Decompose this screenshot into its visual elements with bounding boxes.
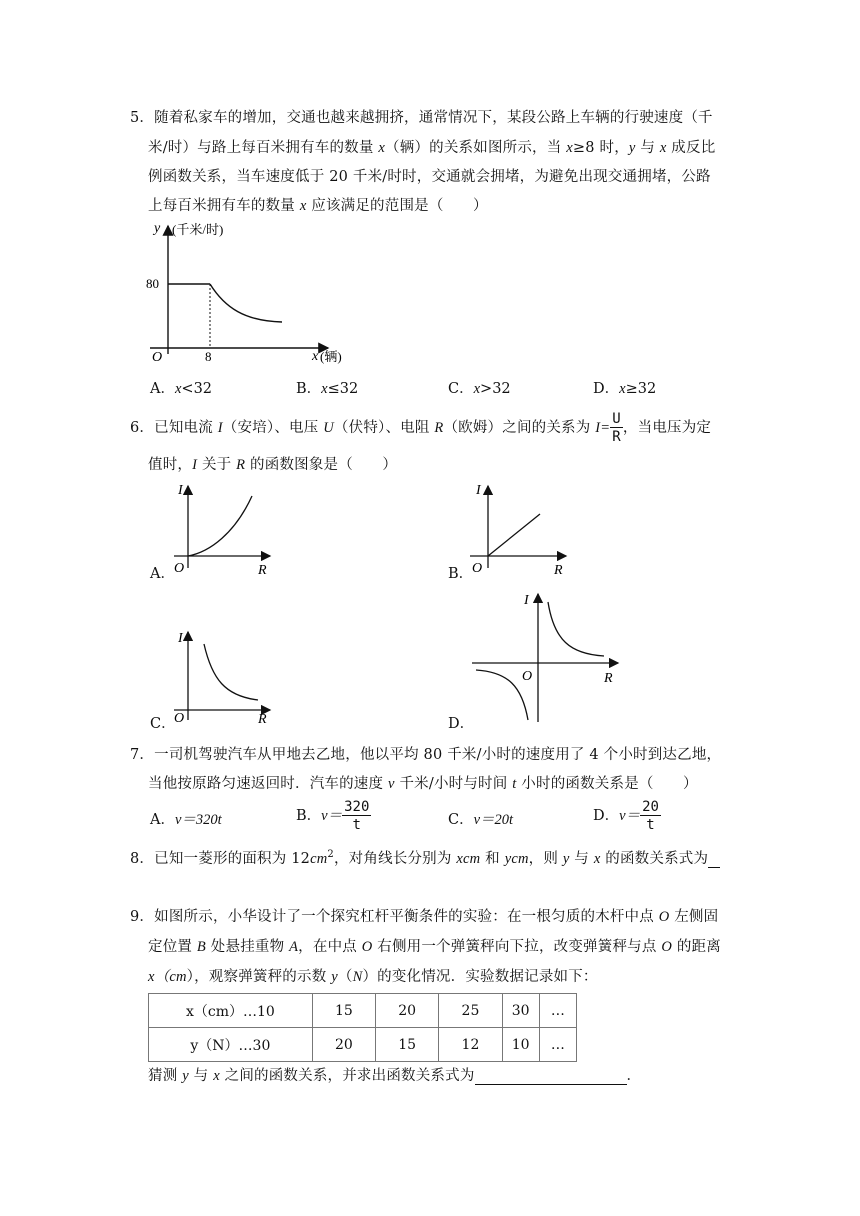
q7-line-2: 当他按原路匀速返回时．汽车的速度 v 千米/小时与时间 t 小时的函数关系是（ ） [148, 776, 698, 792]
svg-text:R: R [258, 712, 267, 724]
q6-a-curve [188, 496, 252, 556]
q5-option-a[interactable]: A．x<32 [150, 381, 213, 397]
q7-option-b[interactable]: B．v＝ $\frac{320}{t}$ [296, 799, 370, 833]
svg-text:I: I [524, 593, 529, 608]
q8-number: 8． [130, 851, 155, 867]
q9-data-table [148, 993, 577, 1062]
q7-number: 7． [130, 747, 155, 763]
q6-option-b[interactable]: B． [448, 566, 474, 582]
svg-text:O: O [522, 669, 533, 684]
q5-x-unit: (辆) [320, 349, 342, 364]
q6-number: 6． [130, 420, 155, 436]
q8-line: 8．已知一菱形的面积为 $12cm^2$，对角线长分别为 xcm 和 ycm，则 y 与 x 的函数关系式为 [130, 847, 720, 868]
q5-line-2: 米/时）与路上每百米拥有车的数量 x（辆）的关系如图所示，当 x≥8 时，y 与 x 成反比 [148, 140, 716, 156]
q6-option-c[interactable]: C． [150, 716, 176, 732]
q5-x-label: x [312, 349, 319, 364]
svg-text:R: R [604, 671, 613, 686]
svg-text:I: I [178, 483, 183, 498]
q5-y-label: y [154, 221, 161, 236]
table-cell: 30 [502, 994, 539, 1028]
q7-b-fraction: $\frac{320}{t}$ [344, 799, 370, 833]
table-cell: 10 [502, 1028, 539, 1062]
q6-formula-fraction: $\frac{U}{R}$ [612, 411, 621, 445]
q6-line-2: 值时，I 关于 R 的函数图象是（ ） [148, 457, 398, 473]
table-cell: 25 [439, 994, 502, 1028]
svg-text:I: I [178, 631, 183, 646]
q6-c-curve [204, 644, 258, 700]
q9-answer-blank[interactable] [475, 1068, 627, 1085]
q7-option-a[interactable]: A．v＝320t [150, 812, 222, 828]
q6-d-curve-left [476, 670, 528, 720]
q5-y-tick: 80 [146, 276, 159, 291]
table-cell: 20 [376, 994, 439, 1028]
table-cell: 20 [312, 1028, 375, 1062]
q5-line-3: 例函数关系，当车速度低于 20 千米/时时，交通就会拥堵，为避免出现交通拥堵，公路 [148, 169, 711, 185]
q8-answer-blank[interactable] [708, 851, 720, 868]
q9-line-1: 9．如图所示，小华设计了一个探究杠杆平衡条件的实验：在一根匀质的木杆中点 O 左侧固 [130, 909, 719, 925]
q5-option-d[interactable]: D．x≥32 [593, 381, 657, 397]
q6-graph-c [170, 624, 280, 724]
q5-x-tick: 8 [205, 349, 212, 364]
q5-line-1: 5．随着私家车的增加，交通也越来越拥挤，通常情况下，某段公路上车辆的行驶速度（千 [130, 110, 713, 126]
svg-text:R: R [258, 563, 267, 578]
q6-line-1: 6．已知电流 I（安培）、电压 U（伏特）、电阻 R（欧姆）之间的关系为 I= $\frac{U}{R}$ ，当电压为定 [130, 411, 712, 445]
q6-b-line [488, 514, 540, 556]
svg-text:O: O [174, 711, 185, 724]
q6-option-a[interactable]: A． [150, 566, 175, 582]
q5-origin: O [152, 350, 163, 365]
q7-option-c[interactable]: C．v＝20t [448, 812, 514, 828]
q5-y-unit: (千米/时) [172, 222, 224, 237]
q9-line-3: x（cm），观察弹簧秤的示数 y（N）的变化情况．实验数据记录如下： [148, 969, 598, 985]
q7-d-fraction: $\frac{20}{t}$ [642, 799, 659, 833]
svg-text:O: O [174, 561, 185, 576]
q6-graph-b [466, 478, 576, 578]
q5-number: 5． [130, 110, 155, 126]
table-cell: … [539, 994, 576, 1028]
table-cell: 15 [312, 994, 375, 1028]
table-cell: … [539, 1028, 576, 1062]
q6-graph-d [468, 588, 628, 724]
table-row [149, 994, 577, 1028]
svg-text:O: O [472, 561, 483, 576]
q5-hyperbola-curve [210, 284, 282, 322]
table-cell: 12 [439, 1028, 502, 1062]
q9-number: 9． [130, 909, 155, 925]
q6-graph-a [170, 478, 280, 578]
q9-line-2: 定位置 B 处悬挂重物 A，在中点 O 右侧用一个弹簧秤向下拉，改变弹簧秤与点 O 的距离 [148, 939, 721, 955]
q5-option-c[interactable]: C．x>32 [448, 381, 511, 397]
svg-text:I: I [476, 483, 481, 498]
table-row [149, 1028, 577, 1062]
q7-option-d[interactable]: D．v＝ $\frac{20}{t}$ [593, 799, 659, 833]
q6-d-curve-right [548, 602, 604, 656]
q5-option-b[interactable]: B．x≤32 [296, 381, 359, 397]
table-cell: 15 [376, 1028, 439, 1062]
q9-final-line: 猜测 y 与 x 之间的函数关系，并求出函数关系式为 ． [148, 1068, 642, 1084]
q5-line-4: 上每百米拥有车的数量 x 应该满足的范围是（ ） [148, 198, 488, 214]
q7-line-1: 7．一司机驾驶汽车从甲地去乙地，他以平均 80 千米/小时的速度用了 4 个小时到达乙地， [130, 747, 722, 763]
q6-option-d[interactable]: D． [448, 716, 475, 732]
svg-text:R: R [554, 563, 563, 578]
table-cell: x（cm）…10 [149, 994, 313, 1028]
q5-speed-graph [140, 218, 370, 368]
table-cell: y（N）…30 [149, 1028, 313, 1062]
